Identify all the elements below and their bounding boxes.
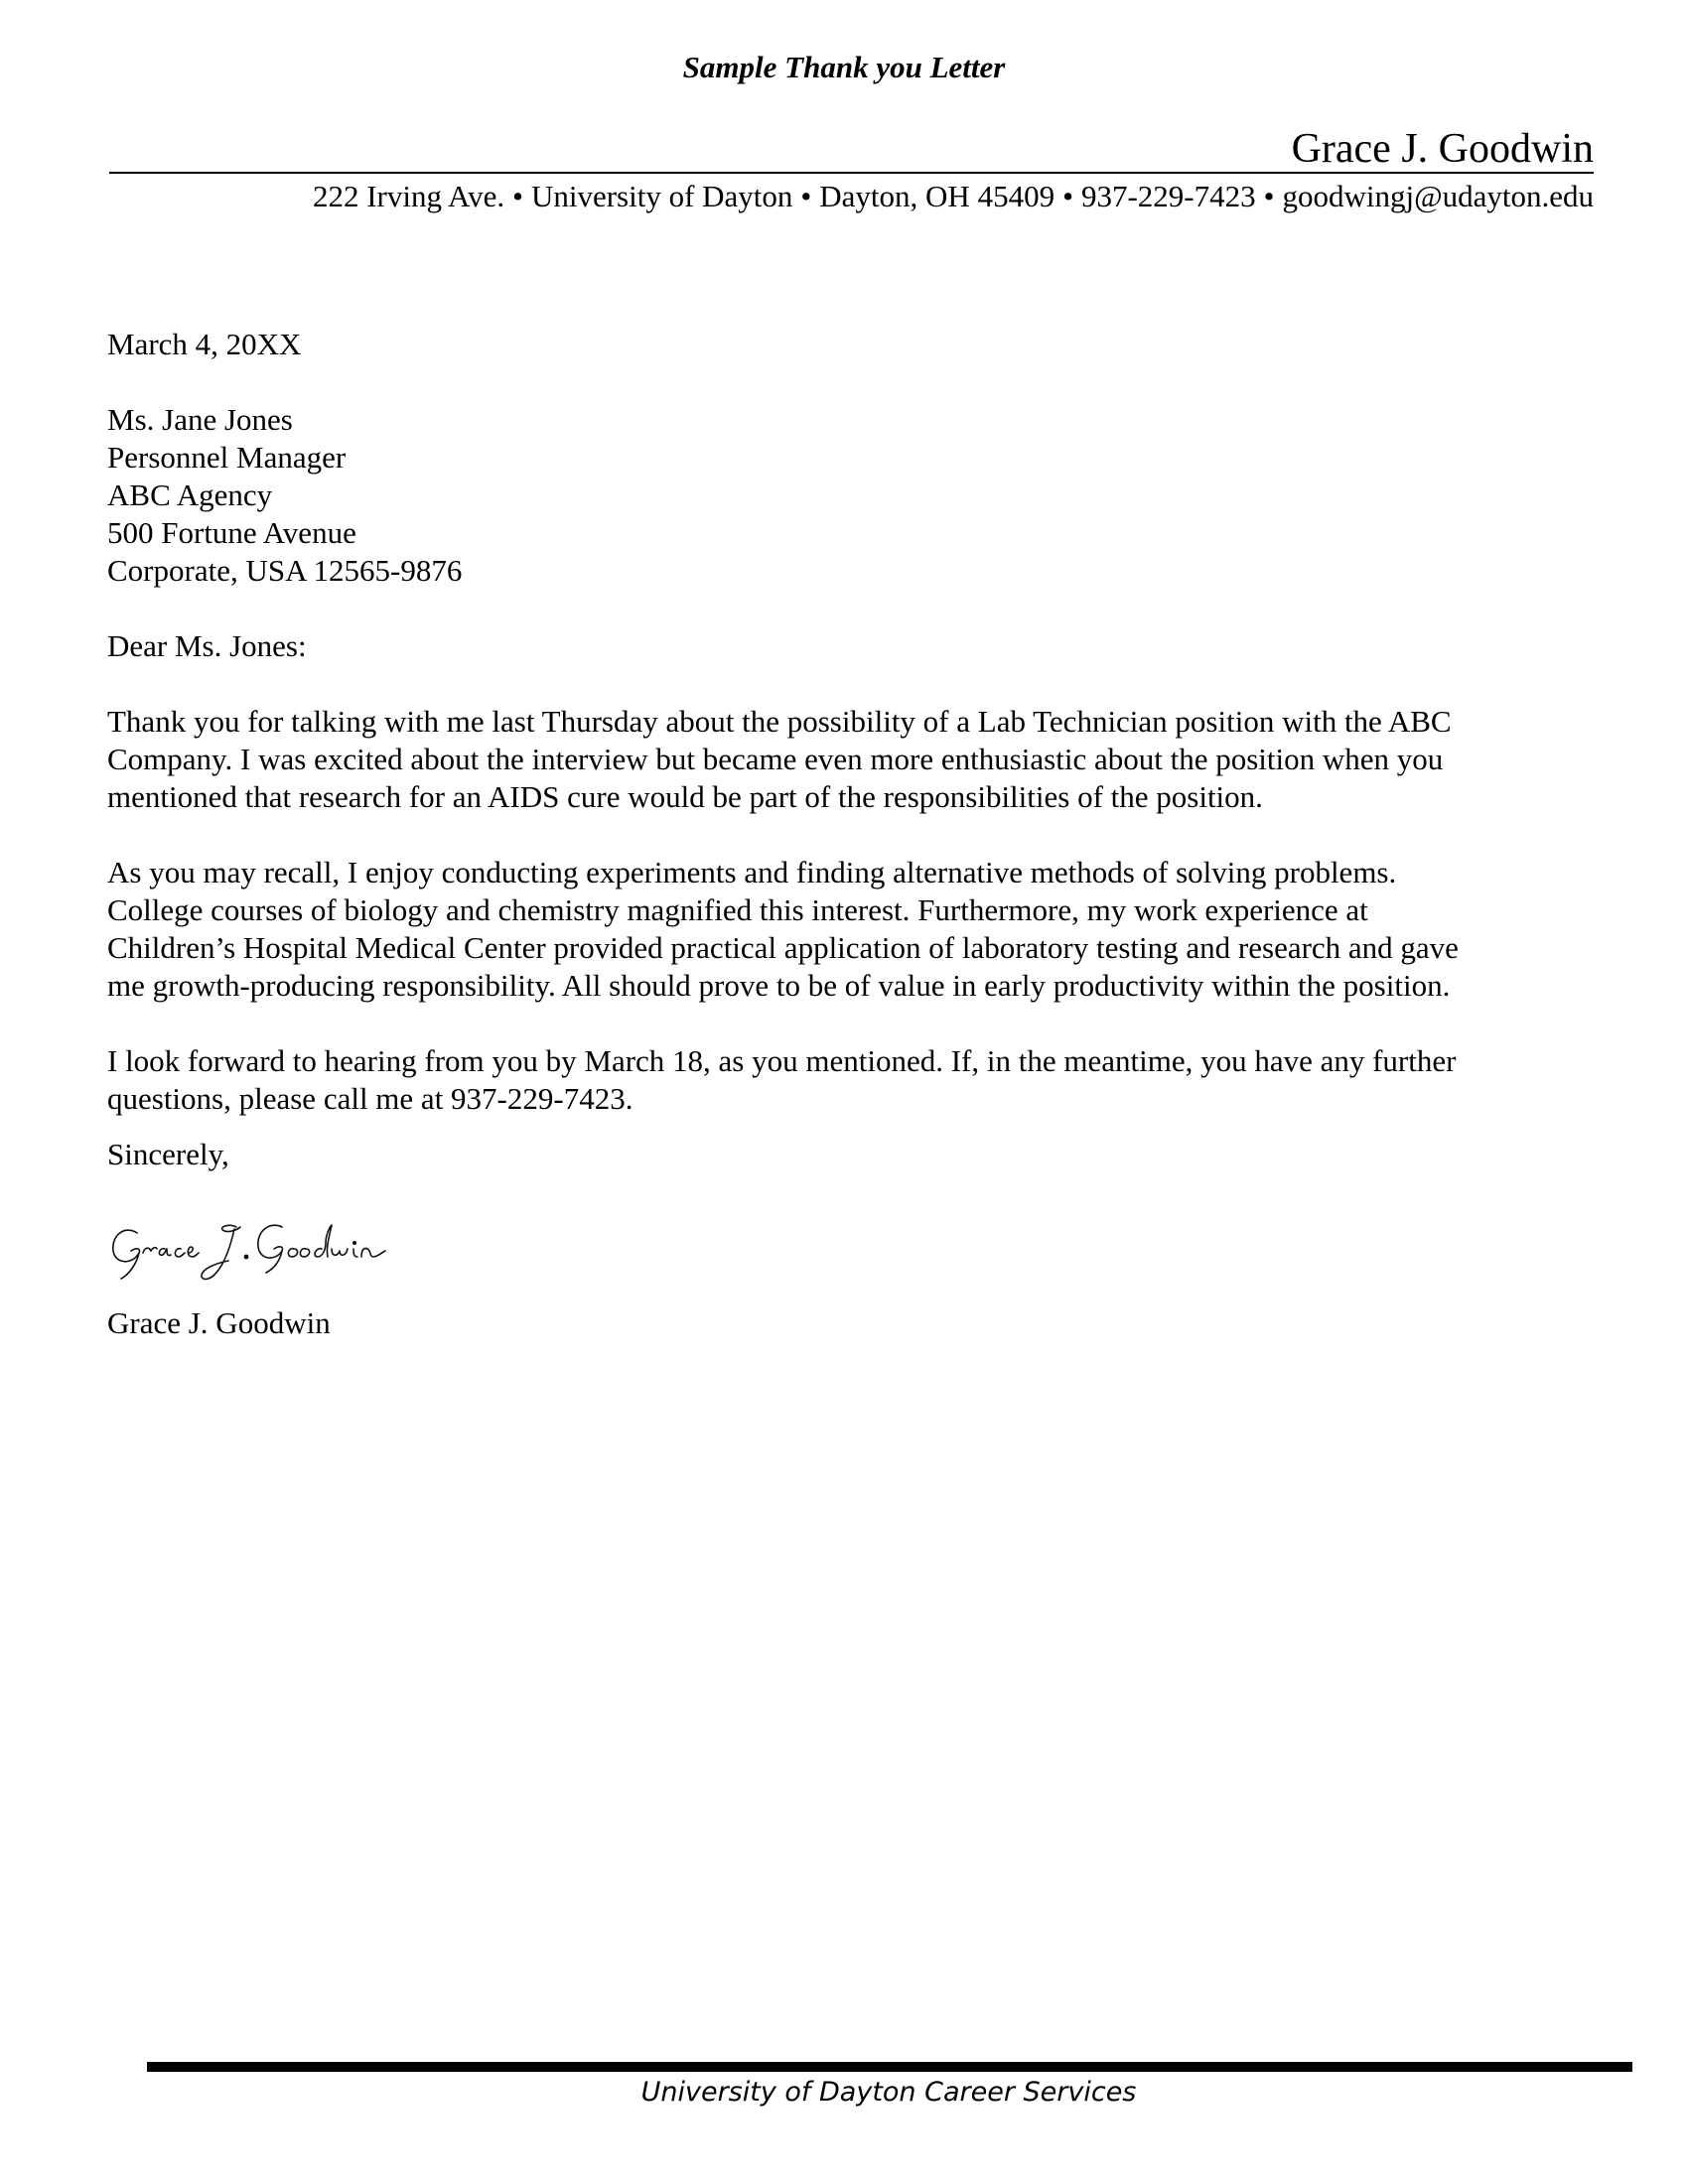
- signature-graphic: [107, 1213, 405, 1291]
- closing: Sincerely,: [107, 1137, 229, 1171]
- contact-email: goodwingj@udayton.edu: [1282, 179, 1594, 213]
- paragraph-line: Company. I was excited about the interview but became even more enthusiastic about the position when you: [107, 742, 1444, 776]
- document-title: Sample Thank you Letter: [682, 50, 1006, 84]
- recipient-street: 500 Fortune Avenue: [107, 515, 356, 550]
- paragraph-line: I look forward to hearing from you by March 18, as you mentioned. If, in the meantime, you have any further: [107, 1043, 1457, 1078]
- handwritten-signature: [107, 1213, 1577, 1291]
- recipient-title: Personnel Manager: [107, 440, 347, 475]
- contact-address: 222 Irving Ave.: [312, 179, 505, 213]
- recipient-city: Corporate, USA 12565-9876: [107, 553, 463, 588]
- recipient-address: [107, 401, 1577, 590]
- body-paragraph-3: [107, 1042, 1577, 1118]
- contact-separator: •: [1263, 179, 1275, 213]
- letterhead-divider: [109, 172, 1594, 174]
- salutation: Dear Ms. Jones:: [107, 628, 307, 663]
- contact-university: University of Dayton: [530, 179, 793, 213]
- paragraph-line: me growth-producing responsibility. All should prove to be of value in early productivity within the position.: [107, 968, 1451, 1003]
- letterhead-contact: [313, 177, 1594, 216]
- recipient-name: Ms. Jane Jones: [107, 402, 293, 437]
- body-paragraph-1: [107, 703, 1577, 816]
- contact-phone: 937-229-7423: [1080, 179, 1256, 213]
- recipient-company: ABC Agency: [107, 478, 273, 512]
- contact-city: Dayton, OH 45409: [819, 179, 1055, 213]
- paragraph-line: mentioned that research for an AIDS cure would be part of the responsibilities of the position.: [107, 779, 1263, 814]
- letter-date: March 4, 20XX: [107, 327, 302, 361]
- paragraph-line: Children’s Hospital Medical Center provided practical application of laboratory testing and research and gave: [107, 930, 1459, 965]
- letter-body: [107, 326, 1577, 1342]
- letterhead-name: Grace J. Goodwin: [1291, 126, 1594, 172]
- footer-divider: [147, 2062, 1632, 2072]
- paragraph-line: questions, please call me at 937-229-7423.: [107, 1081, 633, 1116]
- body-paragraph-2: [107, 854, 1577, 1005]
- signer-name: Grace J. Goodwin: [107, 1305, 331, 1340]
- paragraph-line: Thank you for talking with me last Thursday about the possibility of a Lab Technician position with the ABC: [107, 704, 1452, 739]
- footer-text: University of Dayton Career Services: [640, 2077, 1137, 2108]
- contact-separator: •: [1062, 179, 1073, 213]
- contact-separator: •: [800, 179, 812, 213]
- paragraph-line: College courses of biology and chemistry magnified this interest. Furthermore, my work experience at: [107, 892, 1368, 927]
- contact-separator: •: [512, 179, 523, 213]
- paragraph-line: As you may recall, I enjoy conducting experiments and finding alternative methods of solving problems.: [107, 855, 1397, 889]
